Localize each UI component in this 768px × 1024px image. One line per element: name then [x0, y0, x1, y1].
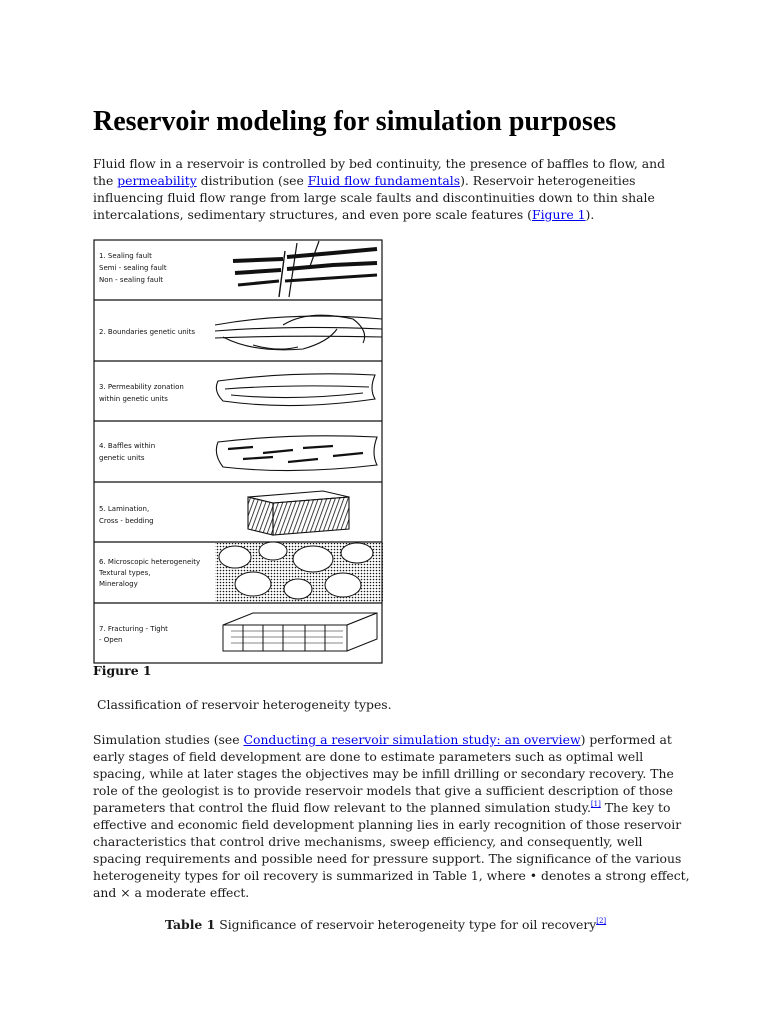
figure-caption: Classification of reservoir heterogeneity types. [97, 697, 392, 712]
table-label: Table 1 [165, 917, 216, 932]
microscopic-sketch [215, 542, 383, 602]
body-line: Simulation studies (see Conducting a reservoir simulation study: an overview) performed at [93, 732, 672, 747]
heterogeneity-figure [93, 239, 383, 664]
fluid-flow-fundamentals-link[interactable]: Fluid flow fundamentals [307, 173, 461, 188]
svg-text:Semi - sealing fault: Semi - sealing fault [99, 264, 167, 272]
figure-row-label [99, 625, 168, 644]
figure-row-label [98, 558, 200, 588]
page-title: Reservoir modeling for simulation purposes [93, 106, 617, 137]
body-line: characteristics that control drive mechanisms, sweep efficiency, and consequently, well [93, 834, 643, 849]
svg-text:1. Sealing fault: 1. Sealing fault [99, 252, 152, 260]
svg-text:Non - sealing fault: Non - sealing fault [99, 276, 164, 284]
intro-line: Fluid flow in a reservoir is controlled by bed continuity, the presence of baffles to flow, and [93, 156, 666, 171]
svg-text:- Open: - Open [99, 636, 123, 644]
fault-sketch [233, 241, 377, 297]
reference-1-link[interactable]: [1] [590, 800, 601, 808]
table-caption: Table 1 Significance of reservoir heterogeneity type for oil recovery[2] [165, 917, 607, 932]
svg-text:Mineralogy: Mineralogy [99, 580, 138, 588]
body-line: spacing, while at later stages the objectives may be infill drilling or secondary recovery. The [93, 766, 674, 781]
svg-text:6. Microscopic heterogeneity: 6. Microscopic heterogeneity [99, 558, 201, 566]
body-line: effective and economic field development planning lies in early recognition of those reservoir [93, 817, 682, 832]
intro-line: the permeability distribution (see Fluid flow fundamentals). Reservoir heterogeneities [93, 173, 636, 188]
svg-text:5. Lamination,: 5. Lamination, [99, 505, 150, 513]
body-line: parameters that control the fluid flow relevant to the planned simulation study.[1] The key to [93, 800, 671, 815]
intro-paragraph [93, 155, 693, 223]
lamination-sketch [248, 491, 349, 535]
svg-text:3. Permeability zonation: 3. Permeability zonation [99, 383, 184, 391]
svg-text:4. Baffles within: 4. Baffles within [99, 442, 156, 450]
svg-text:genetic units: genetic units [99, 454, 145, 462]
figure-row-label [99, 505, 154, 525]
intro-line: influencing fluid flow range from large scale faults and discontinuities down to thin shale [93, 190, 655, 205]
baffles-sketch [216, 436, 377, 471]
fracturing-sketch [223, 613, 377, 651]
permeability-zonation-sketch [216, 374, 375, 406]
permeability-link[interactable]: permeability [117, 173, 197, 188]
genetic-units-sketch [215, 315, 382, 350]
body-line: spacing requirements and possible need for pressure support. The significance of the various [93, 851, 682, 866]
figure-label: Figure 1 [93, 663, 152, 678]
body-line: role of the geologist is to provide reservoir models that give a sufficient description of those [93, 783, 673, 798]
svg-text:Cross - bedding: Cross - bedding [99, 517, 154, 525]
simulation-study-overview-link[interactable]: Conducting a reservoir simulation study: an overview [243, 732, 581, 747]
body-line: and × a moderate effect. [93, 885, 250, 900]
body-line: early stages of field development are done to estimate parameters such as optimal well [93, 749, 644, 764]
figure-1-link[interactable]: Figure 1 [531, 207, 586, 222]
figure-row-label [99, 328, 195, 336]
body-line: heterogeneity types for oil recovery is summarized in Table 1, where • denotes a strong effect, [93, 868, 690, 883]
svg-text:7. Fracturing - Tight: 7. Fracturing - Tight [99, 625, 168, 633]
svg-text:Textural types,: Textural types, [99, 569, 151, 577]
figure-row-label [99, 252, 167, 284]
intro-line: intercalations, sedimentary structures, and even pore scale features (Figure 1). [93, 207, 595, 222]
body-paragraph [93, 731, 693, 901]
figure-row-label [99, 383, 184, 403]
svg-text:within genetic units: within genetic units [99, 395, 168, 403]
reference-2-link[interactable]: [2] [596, 917, 607, 925]
svg-text:2. Boundaries genetic units: 2. Boundaries genetic units [99, 328, 196, 336]
figure-row-label [99, 442, 155, 462]
